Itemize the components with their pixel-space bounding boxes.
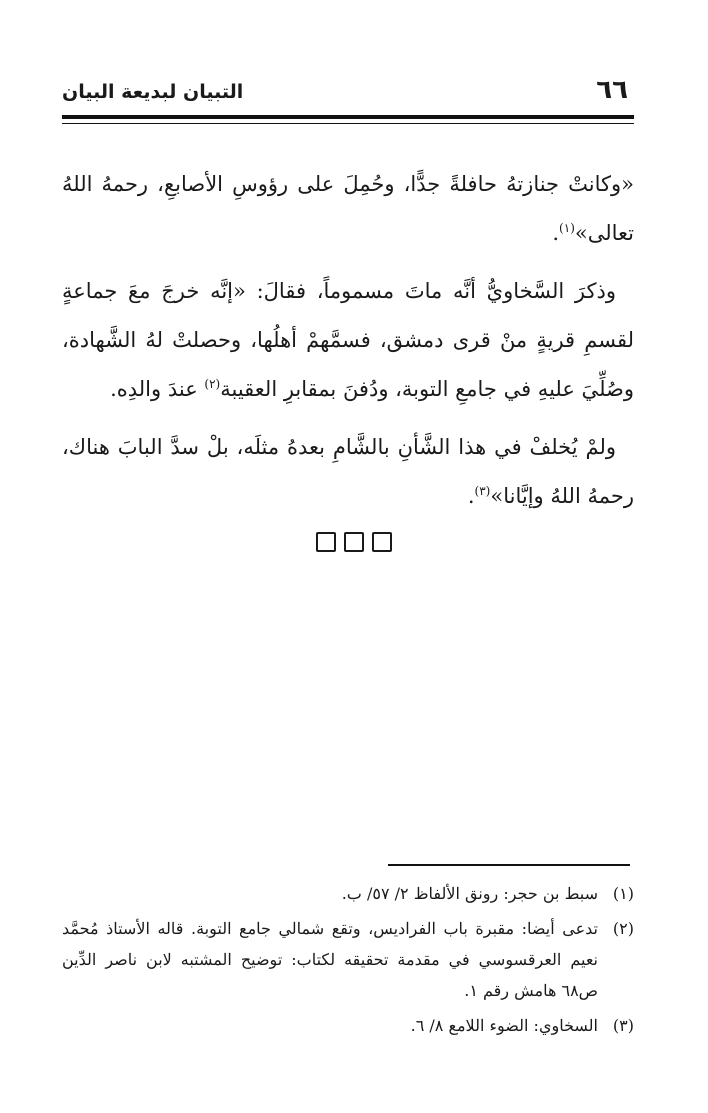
footnote-text: السخاوي: الضوء اللامع ٨/ ٦.	[410, 1016, 598, 1035]
footnote-text: تدعى أيضا: مقبرة باب الفراديس، وتقع شمالي جامع التوبة. قاله الأستاذ مُحمَّد نعيم العرقسوسي في مقدمة تحقيقه لكتاب: توضيح المشتبه لابن ناصر الدِّين ص٦٨ هامش رقم ١.	[62, 919, 598, 1000]
paragraph-text: «وكانتْ جنازتهُ حافلةً جدًّا، وحُمِلَ على رؤوسِ الأصابعِ، رحمهُ اللهُ تعالى»	[62, 172, 634, 245]
paragraph-tail: عندَ والدِه.	[110, 377, 205, 401]
header-rule-thick	[62, 115, 634, 119]
square-ornament-icon	[316, 532, 336, 552]
footnote-item	[62, 913, 634, 1006]
footnote-ref[interactable]: (٢)	[204, 377, 221, 391]
paragraph	[62, 267, 634, 414]
footnote-number: (٢)	[612, 919, 634, 938]
footnote-rule	[388, 864, 630, 866]
footnote-number: (٣)	[612, 1016, 634, 1035]
footnote-ref[interactable]: (١)	[559, 221, 575, 235]
page-number: ٦٦	[596, 75, 628, 105]
footnote-number: (١)	[612, 884, 634, 903]
footnote-ref[interactable]: (٣)	[474, 484, 491, 498]
paragraph-tail: .	[467, 484, 475, 508]
paragraph-tail: .	[552, 221, 560, 245]
footnote-item	[62, 1010, 634, 1041]
square-ornament-icon	[372, 532, 392, 552]
footnote-text: سبط بن حجر: رونق الألفاظ ٢/ ٥٧/ ب.	[341, 884, 598, 903]
paragraph	[62, 160, 634, 258]
section-separator	[0, 532, 708, 556]
paragraph	[62, 423, 634, 521]
paragraph-text: ولمْ يُخلفْ في هذا الشَّأنِ بالشَّامِ بعدهُ مثلَه، بلْ سدَّ البابَ هناك، رحمهُ اللهُ وإيَّانا»	[62, 435, 634, 508]
body-text	[62, 160, 634, 530]
header-rule-thin	[62, 123, 634, 124]
page-header	[62, 76, 634, 106]
footnotes	[62, 878, 634, 1045]
footnote-item	[62, 878, 634, 909]
square-ornament-icon	[344, 532, 364, 552]
running-title: التبيان لبديعة البيان	[62, 81, 244, 103]
paragraph-text: وذكرَ السَّخاويُّ أنَّه ماتَ مسموماً، فقالَ: «إنَّه خرجَ معَ جماعةٍ لقسمِ قريةٍ منْ قرى دمشق، فسمَّهمْ أهلُها، وحصلتْ لهُ الشَّهادة، وصُلِّيَ عليهِ في جامعِ التوبة، ودُفنَ بمقابرِ العقيبة	[62, 279, 634, 401]
